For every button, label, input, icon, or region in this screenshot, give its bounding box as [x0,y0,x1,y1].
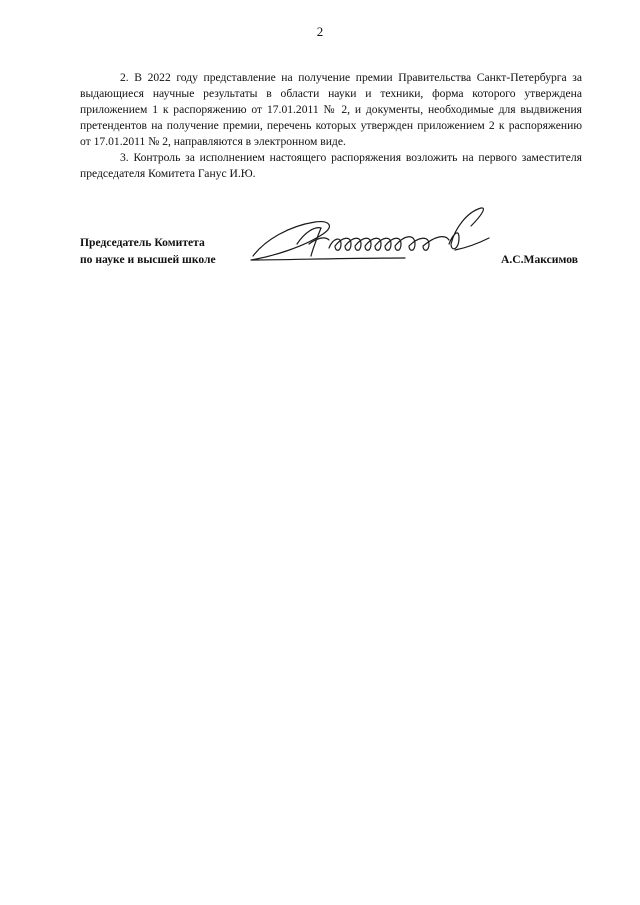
signature-block [80,234,582,274]
signatory-title-line-2: по науке и высшей школе [80,253,216,266]
body-text [80,70,582,182]
page-number: 2 [316,24,324,39]
signatory-title [80,234,216,268]
paragraph-3: 3. Контроль за исполнением настоящего распоряжения возложить на первого заместителя председателя Комитета Ганус И.Ю. [80,151,582,180]
signatory-title-line-1: Председатель Комитета [80,236,205,249]
signatory-name: А.С.Максимов [500,253,578,266]
paragraph-2: 2. В 2022 году представление на получение премии Правительства Санкт-Петербурга за выдающиеся научные результаты в области науки и техники, форма которого утверждена приложением 1 к распоряжению от 17.01.2011 № 2, и документы, необходимые для выдвижения претендентов на получение премии, перечень которых утвержден приложением 2 к распоряжению от 17.01.2011 № 2, направляются в электронном виде. [80,71,582,148]
handwritten-signature [245,204,515,268]
